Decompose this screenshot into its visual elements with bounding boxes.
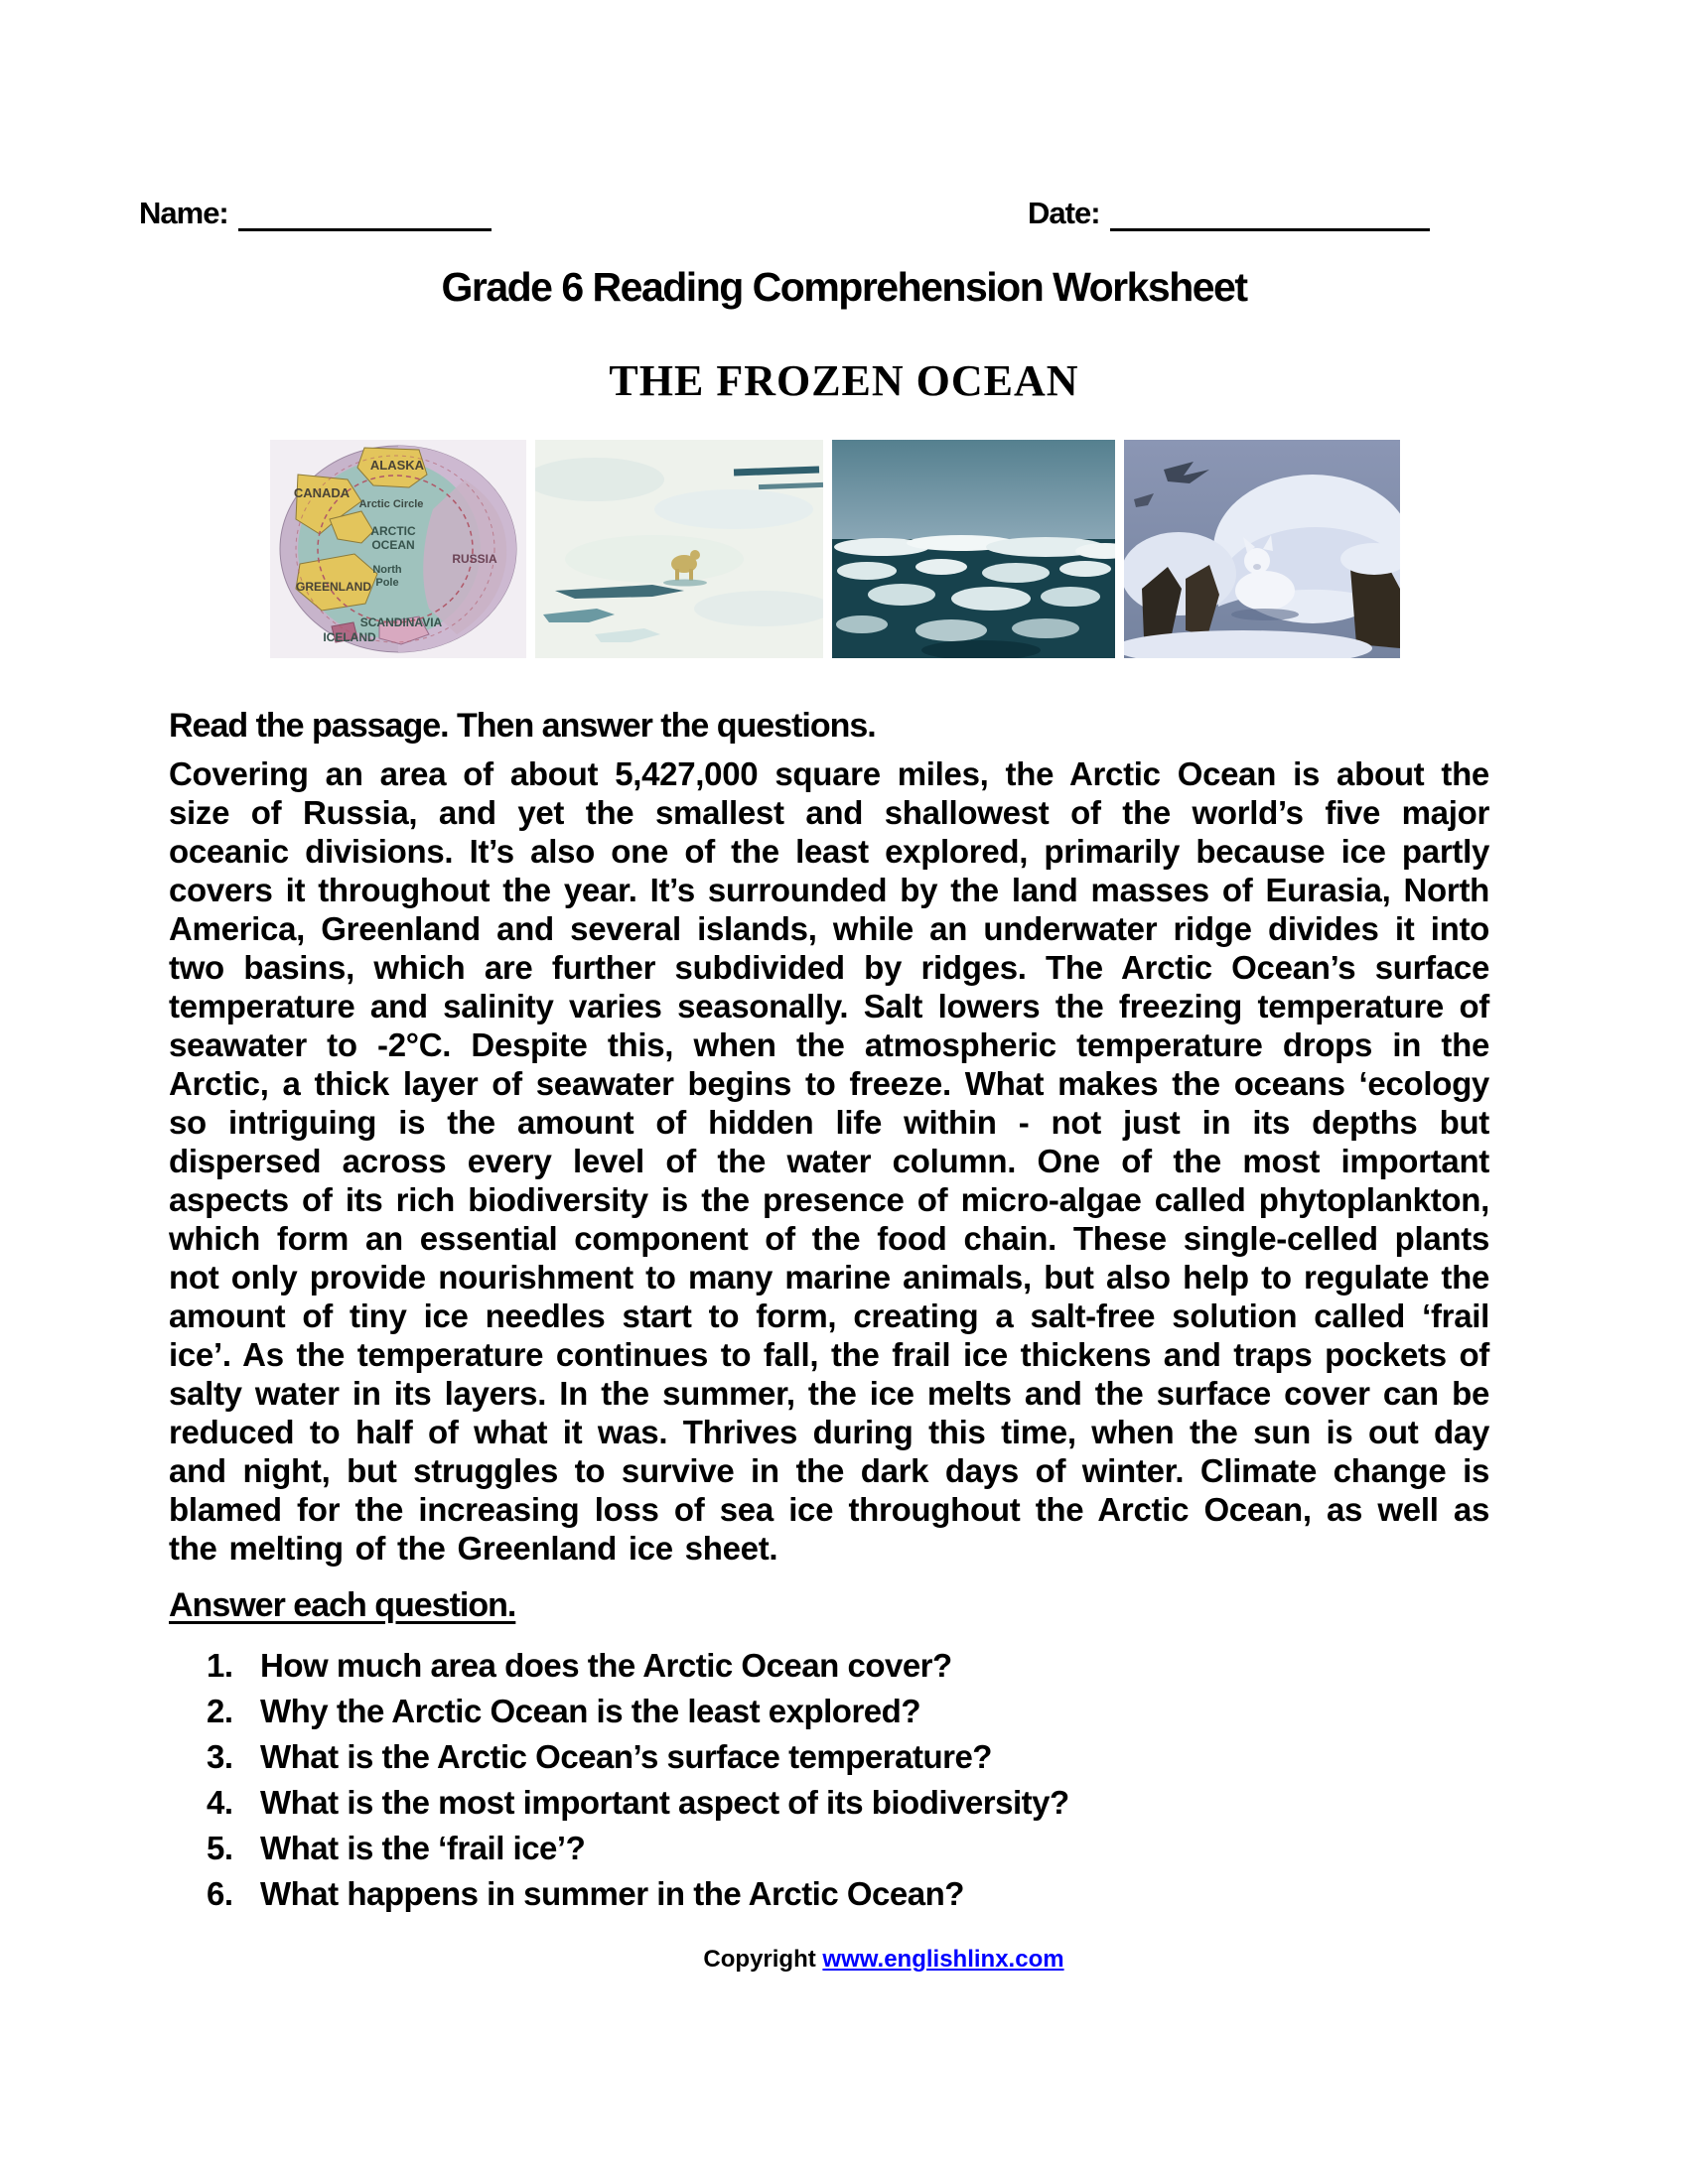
question-number: 6. <box>207 1875 233 1912</box>
map-label-ocean: OCEAN <box>371 538 415 552</box>
date-label: Date: <box>1028 196 1100 230</box>
question-item-3 <box>207 1735 1069 1779</box>
arctic-fox-image <box>1124 440 1400 658</box>
question-item-1 <box>207 1644 1069 1688</box>
map-label-pole: Pole <box>375 577 399 589</box>
question-number: 4. <box>207 1784 233 1821</box>
date-field-row <box>1028 195 1430 231</box>
arctic-map-image <box>270 440 526 658</box>
question-text: What is the most important aspect of its biodiversity? <box>260 1784 1069 1821</box>
map-label-alaska: ALASKA <box>369 458 425 473</box>
question-list <box>207 1644 1069 1918</box>
question-text: What happens in summer in the Arctic Ocean? <box>260 1875 964 1912</box>
question-text: What is the ‘frail ice’? <box>260 1830 586 1866</box>
passage-text: Covering an area of about 5,427,000 square miles, the Arctic Ocean is about the size of Russia, and yet the smallest and shallowest of the world’s five major oceanic divisions. It’s also one of the least explored, primarily because ice partly covers it throughout the year. It’s surrounded by the land masses of Eurasia, North America, Greenland and several islands, while an underwater ridge divides it into two basins, which are further subdivided by ridges. The Arctic Ocean’s surface temperature and salinity varies seasonally. Salt lowers the freezing temperature of seawater to -2°C. Despite this, when the atmospheric temperature drops in the Arctic, a thick layer of seawater begins to freeze. What makes the oceans ‘ecology so intriguing is the amount of hidden life within - not just in its depths but dispersed across every level of the water column. One of the most important aspects of its rich biodiversity is the presence of micro-algae called phytoplankton, which form an essential component of the food chain. These single-celled plants not only provide nourishment to many marine animals, but also help to regulate the amount of tiny ice needles start to form, creating a salt-free solution called ‘frail ice’. As the temperature continues to fall, the frail ice thickens and traps pockets of salty water in its layers. In the summer, the ice melts and the surface cover can be reduced to half of what it was. Thrives during this time, when the sun is out day and night, but struggles to survive in the dark days of winter. Climate change is blamed for the increasing loss of sea ice throughout the Arctic Ocean, as well as the melting of the Greenland ice sheet. <box>169 755 1489 1567</box>
question-item-4 <box>207 1781 1069 1825</box>
map-label-arctic-circle: Arctic Circle <box>358 498 424 510</box>
map-label-scandinavia: SCANDINAVIA <box>359 615 443 629</box>
englishlinx-link[interactable]: www.englishlinx.com <box>822 1946 1064 1973</box>
question-item-6 <box>207 1872 1069 1916</box>
name-label: Name: <box>139 196 228 230</box>
map-label-greenland: GREENLAND <box>295 580 372 594</box>
page-title: THE FROZEN OCEAN <box>609 356 1079 405</box>
question-text: How much area does the Arctic Ocean cover? <box>260 1647 952 1684</box>
date-blank-line <box>1110 195 1430 231</box>
map-label-arctic: ARCTIC <box>370 524 416 538</box>
map-label-iceland: ICELAND <box>323 630 376 644</box>
polar-bear-image <box>535 440 823 658</box>
question-number: 1. <box>207 1647 233 1684</box>
image-strip <box>270 440 1400 658</box>
question-item-5 <box>207 1827 1069 1870</box>
name-field-row <box>139 195 492 231</box>
question-item-2 <box>207 1690 1069 1733</box>
answer-heading: Answer each question. <box>169 1586 516 1624</box>
copyright-label: Copyright <box>703 1946 816 1973</box>
map-label-north: North <box>372 564 402 576</box>
map-label-canada: CANADA <box>293 485 351 500</box>
question-number: 3. <box>207 1738 233 1775</box>
question-text: What is the Arctic Ocean’s surface temperature? <box>260 1738 992 1775</box>
question-text: Why the Arctic Ocean is the least explored? <box>260 1693 920 1729</box>
passage-instruction: Read the passage. Then answer the questions. <box>169 707 876 745</box>
ice-floes-image <box>832 440 1115 658</box>
map-label-russia: RUSSIA <box>452 552 497 566</box>
worksheet-subtitle: Grade 6 Reading Comprehension Worksheet <box>441 264 1247 310</box>
footer <box>0 1946 1688 1974</box>
question-number: 2. <box>207 1693 233 1729</box>
question-number: 5. <box>207 1830 233 1866</box>
name-blank-line <box>238 195 492 231</box>
